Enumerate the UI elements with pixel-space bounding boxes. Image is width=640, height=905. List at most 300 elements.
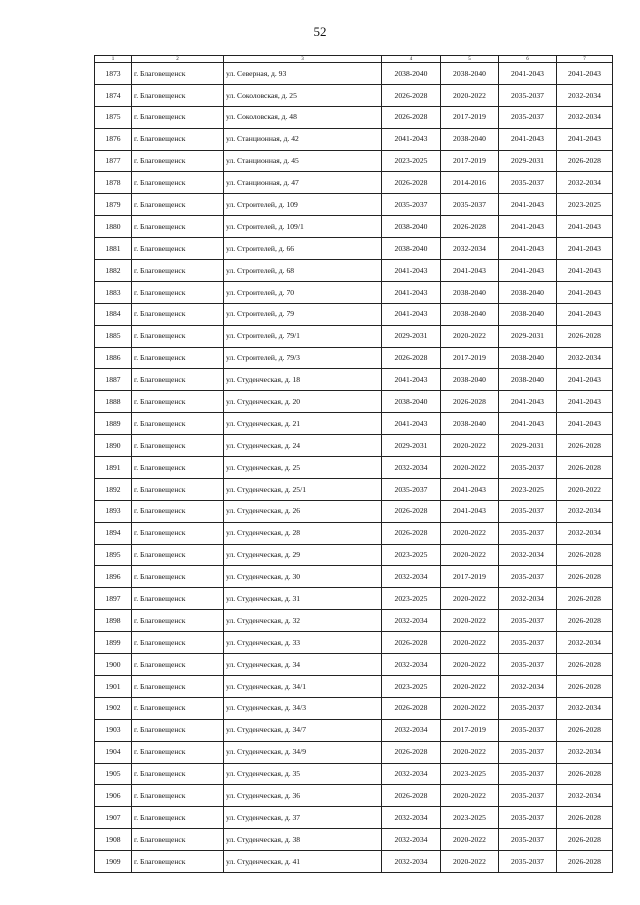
row-number-cell: 1892 — [95, 478, 132, 500]
table-row — [95, 851, 613, 873]
period-col7-cell: 2032-2034 — [557, 632, 613, 654]
period-col5-cell: 2017-2019 — [441, 106, 499, 128]
period-col4-cell: 2038-2040 — [382, 63, 441, 85]
address-cell: ул. Студенческая, д. 37 — [224, 807, 382, 829]
settlement-cell: г. Благовещенск — [132, 588, 224, 610]
period-col7-cell: 2026-2028 — [557, 719, 613, 741]
period-col4-cell: 2032-2034 — [382, 851, 441, 873]
settlement-cell: г. Благовещенск — [132, 172, 224, 194]
period-col5-cell: 2020-2022 — [441, 654, 499, 676]
period-col7-cell: 2023-2025 — [557, 194, 613, 216]
settlement-cell: г. Благовещенск — [132, 522, 224, 544]
period-col6-cell: 2035-2037 — [499, 566, 557, 588]
row-number-cell: 1891 — [95, 457, 132, 479]
address-cell: ул. Студенческая, д. 26 — [224, 500, 382, 522]
period-col7-cell: 2032-2034 — [557, 172, 613, 194]
table-row — [95, 741, 613, 763]
period-col6-cell: 2035-2037 — [499, 500, 557, 522]
period-col5-cell: 2038-2040 — [441, 413, 499, 435]
period-col4-cell: 2035-2037 — [382, 194, 441, 216]
period-col4-cell: 2026-2028 — [382, 522, 441, 544]
period-col5-cell: 2020-2022 — [441, 829, 499, 851]
period-col7-cell: 2026-2028 — [557, 763, 613, 785]
period-col7-cell: 2041-2043 — [557, 413, 613, 435]
period-col7-cell: 2041-2043 — [557, 238, 613, 260]
address-cell: ул. Студенческая, д. 34 — [224, 654, 382, 676]
period-col5-cell: 2020-2022 — [441, 457, 499, 479]
period-col6-cell: 2035-2037 — [499, 763, 557, 785]
period-col7-cell: 2032-2034 — [557, 697, 613, 719]
period-col6-cell: 2035-2037 — [499, 785, 557, 807]
period-col4-cell: 2026-2028 — [382, 741, 441, 763]
period-col7-cell: 2026-2028 — [557, 610, 613, 632]
period-col4-cell: 2029-2031 — [382, 325, 441, 347]
row-number-cell: 1884 — [95, 303, 132, 325]
table-row — [95, 675, 613, 697]
address-cell: ул. Студенческая, д. 24 — [224, 435, 382, 457]
settlement-cell: г. Благовещенск — [132, 478, 224, 500]
period-col5-cell: 2038-2040 — [441, 128, 499, 150]
table-row — [95, 84, 613, 106]
settlement-cell: г. Благовещенск — [132, 610, 224, 632]
address-cell: ул. Строителей, д. 79/1 — [224, 325, 382, 347]
period-col7-cell: 2041-2043 — [557, 369, 613, 391]
settlement-cell: г. Благовещенск — [132, 851, 224, 873]
table-row — [95, 194, 613, 216]
period-col5-cell: 2035-2037 — [441, 194, 499, 216]
row-number-cell: 1885 — [95, 325, 132, 347]
table-row — [95, 150, 613, 172]
period-col7-cell: 2026-2028 — [557, 829, 613, 851]
address-cell: ул. Студенческая, д. 18 — [224, 369, 382, 391]
table-row — [95, 500, 613, 522]
period-col7-cell: 2032-2034 — [557, 522, 613, 544]
address-cell: ул. Строителей, д. 79 — [224, 303, 382, 325]
row-number-cell: 1893 — [95, 500, 132, 522]
period-col6-cell: 2041-2043 — [499, 238, 557, 260]
table-row — [95, 632, 613, 654]
period-col5-cell: 2023-2025 — [441, 807, 499, 829]
period-col5-cell: 2041-2043 — [441, 260, 499, 282]
address-cell: ул. Студенческая, д. 36 — [224, 785, 382, 807]
row-number-cell: 1883 — [95, 281, 132, 303]
period-col5-cell: 2020-2022 — [441, 522, 499, 544]
table-row — [95, 216, 613, 238]
settlement-cell: г. Благовещенск — [132, 435, 224, 457]
address-cell: ул. Станционная, д. 45 — [224, 150, 382, 172]
table-row — [95, 566, 613, 588]
period-col7-cell: 2032-2034 — [557, 347, 613, 369]
settlement-cell: г. Благовещенск — [132, 675, 224, 697]
settlement-cell: г. Благовещенск — [132, 281, 224, 303]
table-row — [95, 588, 613, 610]
settlement-cell: г. Благовещенск — [132, 741, 224, 763]
address-cell: ул. Строителей, д. 109/1 — [224, 216, 382, 238]
settlement-cell: г. Благовещенск — [132, 150, 224, 172]
period-col7-cell: 2026-2028 — [557, 325, 613, 347]
settlement-cell: г. Благовещенск — [132, 63, 224, 85]
period-col6-cell: 2035-2037 — [499, 741, 557, 763]
table-row — [95, 413, 613, 435]
period-col6-cell: 2029-2031 — [499, 325, 557, 347]
period-col5-cell: 2017-2019 — [441, 347, 499, 369]
period-col6-cell: 2041-2043 — [499, 216, 557, 238]
settlement-cell: г. Благовещенск — [132, 457, 224, 479]
period-col4-cell: 2026-2028 — [382, 84, 441, 106]
period-col5-cell: 2038-2040 — [441, 369, 499, 391]
settlement-cell: г. Благовещенск — [132, 697, 224, 719]
period-col6-cell: 2035-2037 — [499, 610, 557, 632]
period-col4-cell: 2026-2028 — [382, 785, 441, 807]
period-col4-cell: 2026-2028 — [382, 632, 441, 654]
period-col6-cell: 2035-2037 — [499, 84, 557, 106]
table-row — [95, 478, 613, 500]
settlement-cell: г. Благовещенск — [132, 719, 224, 741]
period-col6-cell: 2032-2034 — [499, 544, 557, 566]
period-col6-cell: 2041-2043 — [499, 194, 557, 216]
row-number-cell: 1876 — [95, 128, 132, 150]
period-col6-cell: 2035-2037 — [499, 807, 557, 829]
period-col6-cell: 2041-2043 — [499, 128, 557, 150]
period-col4-cell: 2023-2025 — [382, 544, 441, 566]
period-col6-cell: 2032-2034 — [499, 588, 557, 610]
period-col6-cell: 2035-2037 — [499, 457, 557, 479]
row-number-cell: 1902 — [95, 697, 132, 719]
period-col7-cell: 2041-2043 — [557, 303, 613, 325]
address-cell: ул. Соколовская, д. 25 — [224, 84, 382, 106]
address-cell: ул. Студенческая, д. 34/3 — [224, 697, 382, 719]
address-cell: ул. Студенческая, д. 35 — [224, 763, 382, 785]
period-col6-cell: 2029-2031 — [499, 435, 557, 457]
period-col7-cell: 2026-2028 — [557, 588, 613, 610]
row-number-cell: 1898 — [95, 610, 132, 632]
row-number-cell: 1904 — [95, 741, 132, 763]
period-col4-cell: 2023-2025 — [382, 675, 441, 697]
settlement-cell: г. Благовещенск — [132, 260, 224, 282]
table-row — [95, 697, 613, 719]
row-number-cell: 1890 — [95, 435, 132, 457]
period-col7-cell: 2026-2028 — [557, 566, 613, 588]
period-col7-cell: 2032-2034 — [557, 741, 613, 763]
address-cell: ул. Студенческая, д. 33 — [224, 632, 382, 654]
column-number-row — [95, 56, 613, 63]
period-col6-cell: 2035-2037 — [499, 522, 557, 544]
period-col4-cell: 2035-2037 — [382, 478, 441, 500]
period-col7-cell: 2026-2028 — [557, 675, 613, 697]
table-row — [95, 522, 613, 544]
address-cell: ул. Строителей, д. 66 — [224, 238, 382, 260]
row-number-cell: 1908 — [95, 829, 132, 851]
period-col4-cell: 2041-2043 — [382, 260, 441, 282]
settlement-cell: г. Благовещенск — [132, 829, 224, 851]
period-col6-cell: 2041-2043 — [499, 260, 557, 282]
period-col6-cell: 2032-2034 — [499, 675, 557, 697]
address-cell: ул. Студенческая, д. 30 — [224, 566, 382, 588]
table-row — [95, 303, 613, 325]
period-col4-cell: 2041-2043 — [382, 281, 441, 303]
period-col6-cell: 2035-2037 — [499, 654, 557, 676]
period-col5-cell: 2026-2028 — [441, 216, 499, 238]
period-col4-cell: 2038-2040 — [382, 238, 441, 260]
page-number: 52 — [313, 24, 327, 39]
settlement-cell: г. Благовещенск — [132, 632, 224, 654]
settlement-cell: г. Благовещенск — [132, 216, 224, 238]
period-col7-cell: 2026-2028 — [557, 851, 613, 873]
column-number: 5 — [441, 56, 499, 63]
table-row — [95, 457, 613, 479]
settlement-cell: г. Благовещенск — [132, 763, 224, 785]
period-col5-cell: 2017-2019 — [441, 150, 499, 172]
settlement-cell: г. Благовещенск — [132, 194, 224, 216]
period-col5-cell: 2020-2022 — [441, 697, 499, 719]
column-number: 2 — [132, 56, 224, 63]
address-cell: ул. Студенческая, д. 32 — [224, 610, 382, 632]
table-row — [95, 238, 613, 260]
table-row — [95, 172, 613, 194]
column-number: 6 — [499, 56, 557, 63]
period-col6-cell: 2041-2043 — [499, 63, 557, 85]
period-col7-cell: 2032-2034 — [557, 84, 613, 106]
address-cell: ул. Студенческая, д. 34/1 — [224, 675, 382, 697]
period-col4-cell: 2023-2025 — [382, 150, 441, 172]
period-col5-cell: 2020-2022 — [441, 544, 499, 566]
period-col4-cell: 2026-2028 — [382, 172, 441, 194]
period-col5-cell: 2038-2040 — [441, 281, 499, 303]
period-col5-cell: 2020-2022 — [441, 741, 499, 763]
settlement-cell: г. Благовещенск — [132, 413, 224, 435]
row-number-cell: 1903 — [95, 719, 132, 741]
address-cell: ул. Студенческая, д. 31 — [224, 588, 382, 610]
address-cell: ул. Северная, д. 93 — [224, 63, 382, 85]
table-row — [95, 763, 613, 785]
period-col4-cell: 2038-2040 — [382, 391, 441, 413]
period-col7-cell: 2041-2043 — [557, 216, 613, 238]
period-col4-cell: 2029-2031 — [382, 435, 441, 457]
period-col6-cell: 2038-2040 — [499, 347, 557, 369]
period-col5-cell: 2041-2043 — [441, 478, 499, 500]
row-number-cell: 1882 — [95, 260, 132, 282]
period-col5-cell: 2020-2022 — [441, 588, 499, 610]
period-col5-cell: 2020-2022 — [441, 632, 499, 654]
row-number-cell: 1900 — [95, 654, 132, 676]
column-number: 4 — [382, 56, 441, 63]
address-cell: ул. Строителей, д. 68 — [224, 260, 382, 282]
table-row — [95, 785, 613, 807]
period-col7-cell: 2032-2034 — [557, 106, 613, 128]
period-col5-cell: 2038-2040 — [441, 303, 499, 325]
period-col4-cell: 2026-2028 — [382, 697, 441, 719]
period-col7-cell: 2032-2034 — [557, 785, 613, 807]
settlement-cell: г. Благовещенск — [132, 544, 224, 566]
period-col5-cell: 2014-2016 — [441, 172, 499, 194]
settlement-cell: г. Благовещенск — [132, 391, 224, 413]
address-cell: ул. Студенческая, д. 34/7 — [224, 719, 382, 741]
table-row — [95, 807, 613, 829]
row-number-cell: 1880 — [95, 216, 132, 238]
address-cell: ул. Студенческая, д. 34/9 — [224, 741, 382, 763]
table-row — [95, 63, 613, 85]
row-number-cell: 1873 — [95, 63, 132, 85]
period-col4-cell: 2041-2043 — [382, 303, 441, 325]
period-col6-cell: 2035-2037 — [499, 719, 557, 741]
settlement-cell: г. Благовещенск — [132, 500, 224, 522]
row-number-cell: 1889 — [95, 413, 132, 435]
period-col4-cell: 2026-2028 — [382, 347, 441, 369]
period-col5-cell: 2038-2040 — [441, 63, 499, 85]
table-row — [95, 719, 613, 741]
period-col4-cell: 2041-2043 — [382, 369, 441, 391]
settlement-cell: г. Благовещенск — [132, 84, 224, 106]
table-row — [95, 391, 613, 413]
table-row — [95, 281, 613, 303]
period-col6-cell: 2035-2037 — [499, 632, 557, 654]
schedule-table — [94, 55, 613, 873]
period-col7-cell: 2041-2043 — [557, 260, 613, 282]
address-cell: ул. Студенческая, д. 29 — [224, 544, 382, 566]
address-cell: ул. Студенческая, д. 21 — [224, 413, 382, 435]
table-row — [95, 654, 613, 676]
column-number: 3 — [224, 56, 382, 63]
period-col7-cell: 2020-2022 — [557, 478, 613, 500]
period-col5-cell: 2020-2022 — [441, 325, 499, 347]
period-col7-cell: 2026-2028 — [557, 654, 613, 676]
settlement-cell: г. Благовещенск — [132, 785, 224, 807]
address-cell: ул. Станционная, д. 42 — [224, 128, 382, 150]
row-number-cell: 1878 — [95, 172, 132, 194]
address-cell: ул. Строителей, д. 70 — [224, 281, 382, 303]
period-col4-cell: 2032-2034 — [382, 654, 441, 676]
row-number-cell: 1881 — [95, 238, 132, 260]
period-col7-cell: 2041-2043 — [557, 63, 613, 85]
table-row — [95, 260, 613, 282]
address-cell: ул. Студенческая, д. 41 — [224, 851, 382, 873]
address-cell: ул. Студенческая, д. 28 — [224, 522, 382, 544]
settlement-cell: г. Благовещенск — [132, 238, 224, 260]
column-number: 7 — [557, 56, 613, 63]
period-col4-cell: 2032-2034 — [382, 457, 441, 479]
row-number-cell: 1901 — [95, 675, 132, 697]
period-col6-cell: 2038-2040 — [499, 369, 557, 391]
period-col5-cell: 2020-2022 — [441, 84, 499, 106]
period-col4-cell: 2032-2034 — [382, 829, 441, 851]
period-col6-cell: 2038-2040 — [499, 303, 557, 325]
address-cell: ул. Станционная, д. 47 — [224, 172, 382, 194]
table-row — [95, 435, 613, 457]
table-body — [95, 56, 613, 873]
period-col4-cell: 2041-2043 — [382, 128, 441, 150]
settlement-cell: г. Благовещенск — [132, 128, 224, 150]
row-number-cell: 1894 — [95, 522, 132, 544]
period-col4-cell: 2032-2034 — [382, 610, 441, 632]
address-cell: ул. Строителей, д. 109 — [224, 194, 382, 216]
period-col5-cell: 2020-2022 — [441, 610, 499, 632]
row-number-cell: 1874 — [95, 84, 132, 106]
period-col4-cell: 2038-2040 — [382, 216, 441, 238]
period-col5-cell: 2026-2028 — [441, 391, 499, 413]
period-col4-cell: 2041-2043 — [382, 413, 441, 435]
row-number-cell: 1887 — [95, 369, 132, 391]
period-col6-cell: 2035-2037 — [499, 697, 557, 719]
period-col6-cell: 2029-2031 — [499, 150, 557, 172]
period-col6-cell: 2035-2037 — [499, 829, 557, 851]
period-col5-cell: 2017-2019 — [441, 566, 499, 588]
settlement-cell: г. Благовещенск — [132, 347, 224, 369]
table-row — [95, 610, 613, 632]
table-row — [95, 106, 613, 128]
period-col4-cell: 2032-2034 — [382, 807, 441, 829]
period-col6-cell: 2023-2025 — [499, 478, 557, 500]
row-number-cell: 1877 — [95, 150, 132, 172]
period-col6-cell: 2038-2040 — [499, 281, 557, 303]
period-col6-cell: 2035-2037 — [499, 172, 557, 194]
table-row — [95, 325, 613, 347]
period-col7-cell: 2026-2028 — [557, 457, 613, 479]
period-col4-cell: 2026-2028 — [382, 106, 441, 128]
period-col4-cell: 2023-2025 — [382, 588, 441, 610]
period-col4-cell: 2032-2034 — [382, 719, 441, 741]
settlement-cell: г. Благовещенск — [132, 566, 224, 588]
period-col5-cell: 2032-2034 — [441, 238, 499, 260]
period-col5-cell: 2020-2022 — [441, 785, 499, 807]
settlement-cell: г. Благовещенск — [132, 369, 224, 391]
period-col5-cell: 2023-2025 — [441, 763, 499, 785]
table-row — [95, 347, 613, 369]
row-number-cell: 1895 — [95, 544, 132, 566]
period-col7-cell: 2032-2034 — [557, 500, 613, 522]
period-col5-cell: 2020-2022 — [441, 435, 499, 457]
row-number-cell: 1899 — [95, 632, 132, 654]
row-number-cell: 1879 — [95, 194, 132, 216]
period-col5-cell: 2041-2043 — [441, 500, 499, 522]
table-row — [95, 128, 613, 150]
table-row — [95, 369, 613, 391]
period-col6-cell: 2035-2037 — [499, 106, 557, 128]
period-col5-cell: 2017-2019 — [441, 719, 499, 741]
period-col7-cell: 2026-2028 — [557, 435, 613, 457]
address-cell: ул. Строителей, д. 79/3 — [224, 347, 382, 369]
period-col7-cell: 2041-2043 — [557, 391, 613, 413]
period-col4-cell: 2032-2034 — [382, 566, 441, 588]
row-number-cell: 1905 — [95, 763, 132, 785]
period-col4-cell: 2032-2034 — [382, 763, 441, 785]
address-cell: ул. Студенческая, д. 25/1 — [224, 478, 382, 500]
period-col7-cell: 2026-2028 — [557, 150, 613, 172]
table-row — [95, 544, 613, 566]
settlement-cell: г. Благовещенск — [132, 303, 224, 325]
period-col6-cell: 2041-2043 — [499, 391, 557, 413]
row-number-cell: 1897 — [95, 588, 132, 610]
period-col7-cell: 2026-2028 — [557, 544, 613, 566]
period-col7-cell: 2026-2028 — [557, 807, 613, 829]
address-cell: ул. Студенческая, д. 20 — [224, 391, 382, 413]
settlement-cell: г. Благовещенск — [132, 654, 224, 676]
row-number-cell: 1896 — [95, 566, 132, 588]
period-col7-cell: 2041-2043 — [557, 281, 613, 303]
row-number-cell: 1888 — [95, 391, 132, 413]
row-number-cell: 1909 — [95, 851, 132, 873]
period-col5-cell: 2020-2022 — [441, 851, 499, 873]
row-number-cell: 1875 — [95, 106, 132, 128]
period-col6-cell: 2035-2037 — [499, 851, 557, 873]
address-cell: ул. Студенческая, д. 25 — [224, 457, 382, 479]
address-cell: ул. Соколовская, д. 48 — [224, 106, 382, 128]
row-number-cell: 1907 — [95, 807, 132, 829]
period-col5-cell: 2020-2022 — [441, 675, 499, 697]
settlement-cell: г. Благовещенск — [132, 325, 224, 347]
row-number-cell: 1886 — [95, 347, 132, 369]
row-number-cell: 1906 — [95, 785, 132, 807]
settlement-cell: г. Благовещенск — [132, 807, 224, 829]
